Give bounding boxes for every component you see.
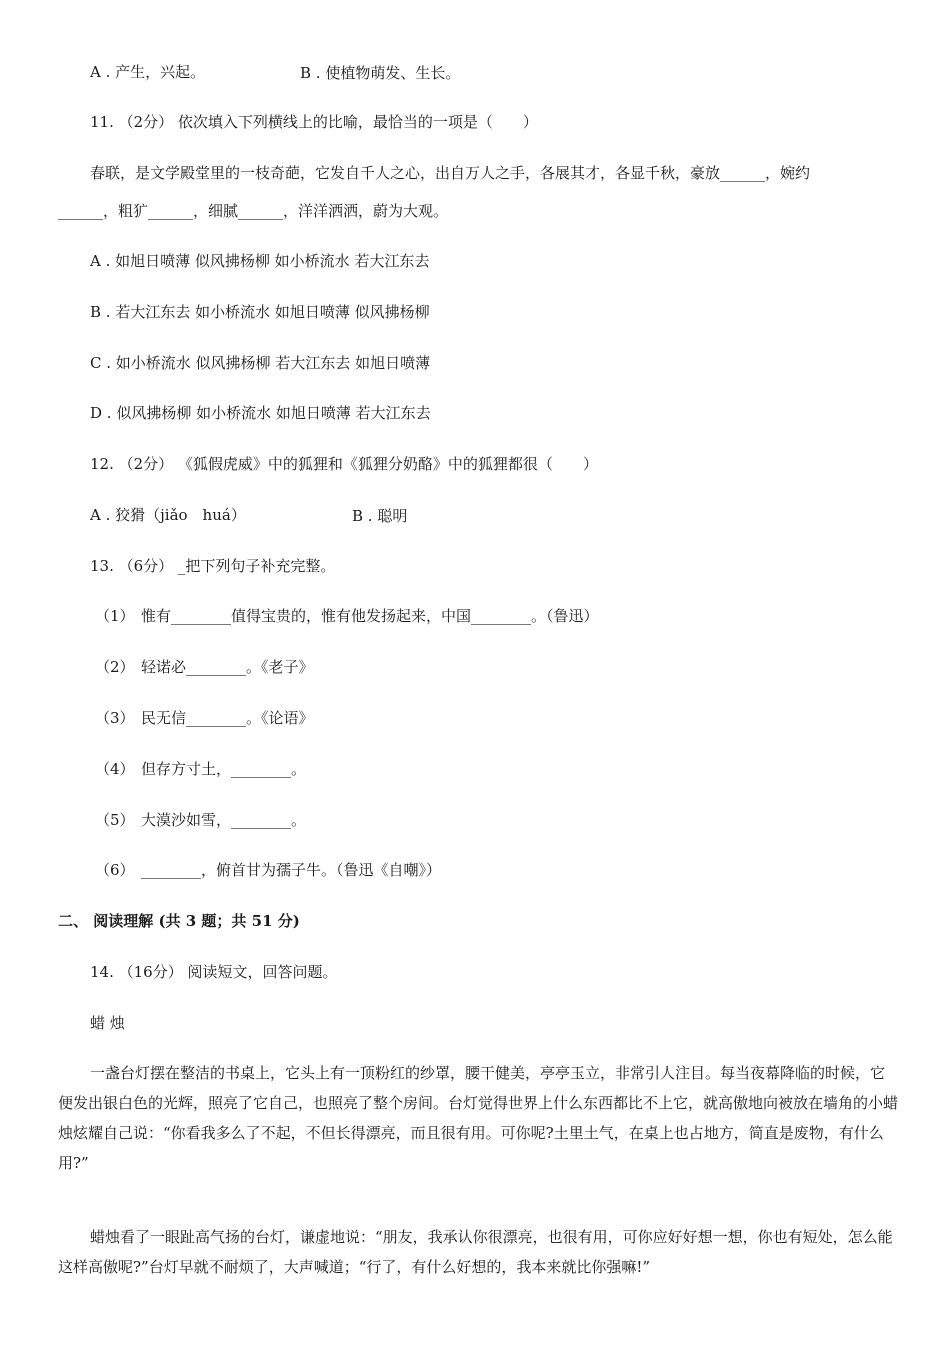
q13-item-2 [95,657,314,677]
q13-item-6 [95,860,441,880]
q13-item-3 [95,708,314,728]
q11-passage-line1: 春联，是文学殿堂里的一枝奇葩，它发自千人之心，出自万人之手，各展其才，各显千秋，豪放______，婉约 [90,164,811,182]
q13-item-text: 大漠沙如雪，________。 [141,811,307,829]
q11-stem: 11. （2分） 依次填入下列横线上的比喻，最恰当的一项是（ ） [90,113,538,131]
q12-option-b: B . 聪明 [352,507,408,525]
q13-item-number: （2） [95,658,135,676]
q13-item-text: 但存方寸土，________。 [141,760,307,778]
q13-item-number: （3） [95,709,135,727]
article-paragraph-2: 蜡烛看了一眼趾高气扬的台灯，谦虚地说：“朋友，我承认你很漂亮，也很有用，可你应好好想一想，你也有短处，怎么能这样高傲呢?”台灯早就不耐烦了，大声喊道；“行了，有什么好想的，我本来就比你强嘛!” [58,1228,893,1276]
q12-option-a: A . 狡猾（jiǎo huá） [90,506,246,524]
q10-option-a: A . 产生，兴起。 [90,63,206,81]
q11-option-a: A . 如旭日喷薄 似风拂杨柳 如小桥流水 若大江东去 [90,252,430,270]
q13-item-4 [95,759,306,779]
q13-item-text: 民无信________。《论语》 [141,709,314,727]
q13-item-number: （1） [95,607,135,625]
q13-item-text: 惟有________值得宝贵的，惟有他发扬起来，中国________。（鲁迅） [141,607,599,625]
q11-passage-line2: ______，粗犷______，细腻______，洋洋洒洒，蔚为大观。 [58,202,449,220]
q13-item-number: （6） [95,861,135,879]
q13-item-5 [95,810,306,830]
q13-item-text: ________，俯首甘为孺子牛。（鲁迅《自嘲》） [141,861,442,879]
article-paragraph-1: 一盏台灯摆在整洁的书桌上，它头上有一顶粉红的纱罩，腰干健美，亭亭玉立，非常引人注目。每当夜幕降临的时候，它便发出银白色的光辉，照亮了它自己，也照亮了整个房间。台灯觉得世界上什么东西都比不上它，就高傲地向被放在墙角的小蜡烛炫耀自己说：“你看我多么了不起，不但长得漂亮，而且很有用。可你呢?土里土气，在桌上也占地方，简直是废物，有什么用?” [58,1064,899,1172]
q10-option-b: B . 使植物萌发、生长。 [300,64,461,82]
q13-item-number: （4） [95,760,135,778]
q13-item-1 [95,606,599,626]
q13-item-text: 轻诺必________。《老子》 [141,658,314,676]
q11-option-c: C . 如小桥流水 似风拂杨柳 若大江东去 如旭日喷薄 [90,354,431,372]
q11-option-b: B . 若大江东去 如小桥流水 如旭日喷薄 似风拂杨柳 [90,303,430,321]
section-title-reading: 二、 阅读理解 (共 3 题；共 51 分) [58,912,300,930]
q11-option-d: D . 似风拂杨柳 如小桥流水 如旭日喷薄 若大江东去 [90,404,431,422]
q13-item-number: （5） [95,811,135,829]
q14-stem: 14. （16分） 阅读短文，回答问题。 [90,963,338,981]
q13-stem: 13. （6分） _把下列句子补充完整。 [90,557,336,575]
article-title: 蜡 烛 [90,1014,125,1032]
q12-stem: 12. （2分） 《狐假虎威》中的狐狸和《狐狸分奶酪》中的狐狸都很（ ） [90,455,598,473]
